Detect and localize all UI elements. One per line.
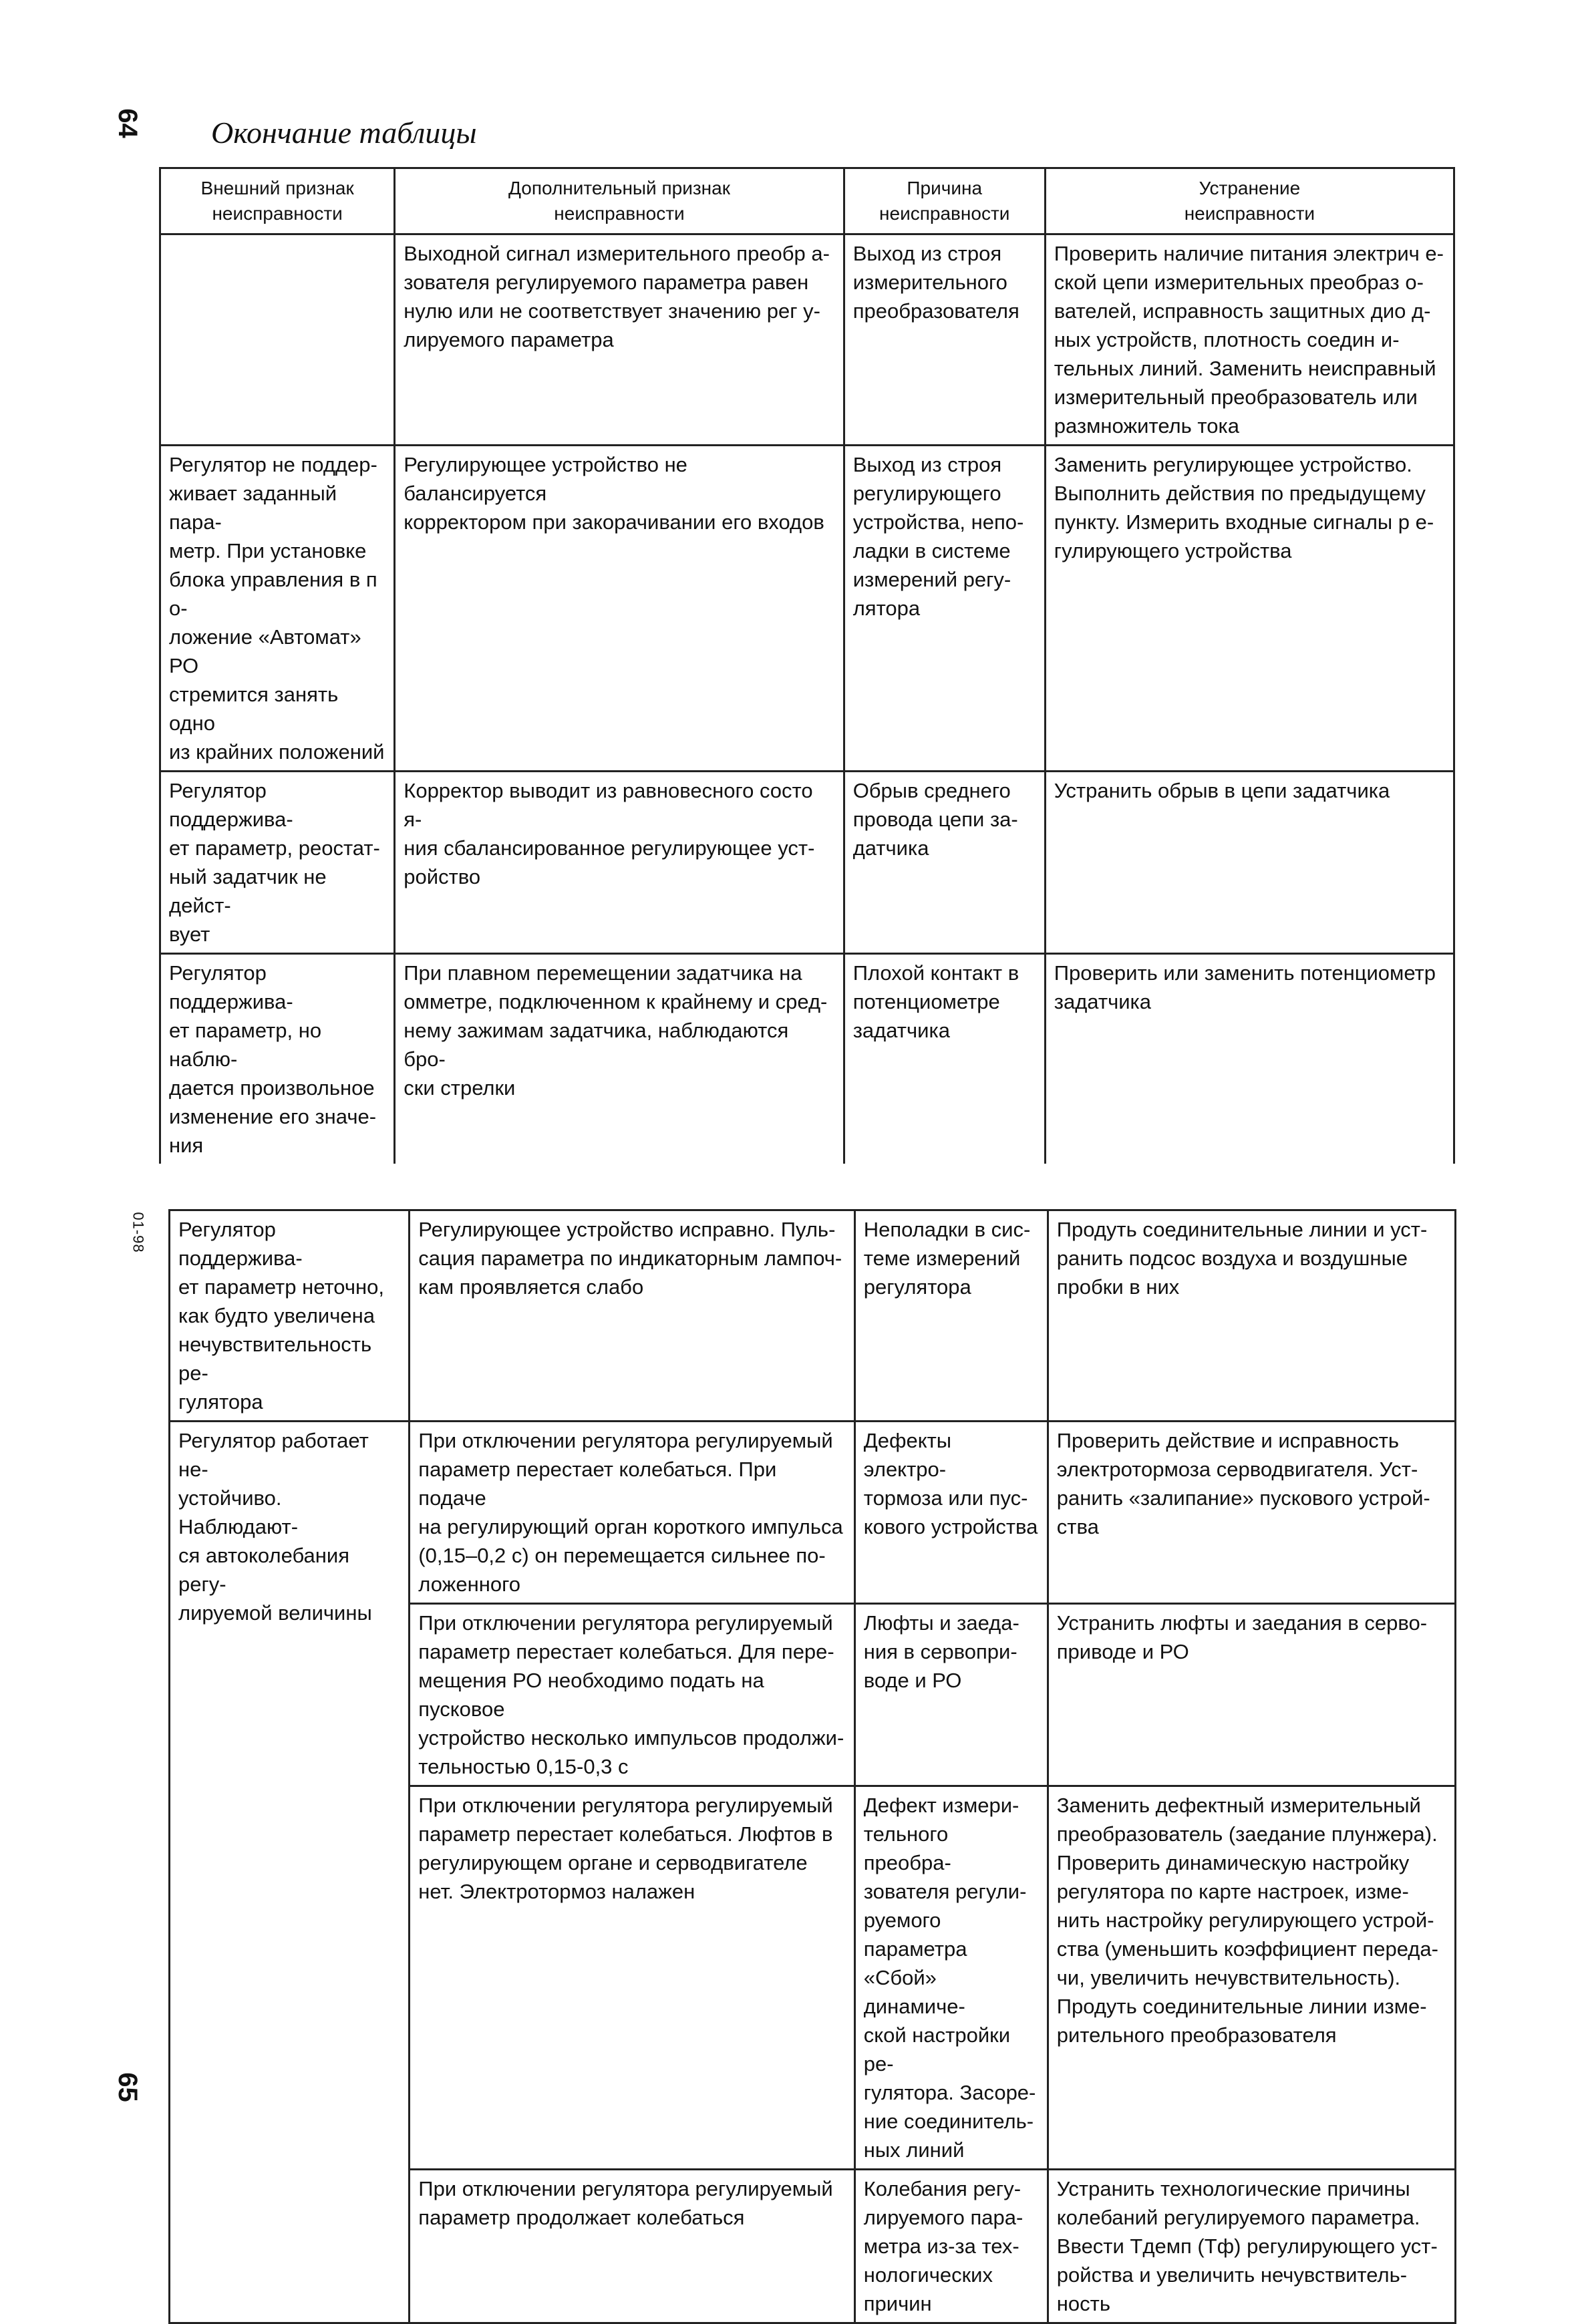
cell-symptom: Регулятор не поддер- живает заданный пара- метр. При установке блока управления в п о- ложение «Автомат» РО стремится занять одно из крайних положений (160, 446, 395, 772)
cell-symptom (160, 234, 395, 446)
table-caption: Окончание таблицы (211, 116, 477, 150)
cell-extra: При отключении регулятора регулируемый параметр перестает колебаться. Для пере- мещения РО необходимо подать на пусковое устройство несколько импульсов продолжи- тельностью 0,15-0,3 с (410, 1604, 854, 1786)
cell-cause: Выход из строя измерительного преобразователя (844, 234, 1045, 446)
page-number-top: 64 (112, 108, 142, 138)
cell-fix: Устранить обрыв в цепи задатчика (1045, 772, 1454, 954)
cell-cause: Обрыв среднего провода цепи за- датчика (844, 772, 1045, 954)
header-row (160, 168, 1454, 234)
cell-fix: Устранить технологические причины колебаний регулируемого параметра. Ввести Tдемп (Tф) регулирующего уст- ройства и увеличить нечувствитель- ность (1048, 2170, 1455, 2323)
cell-extra: Корректор выводит из равновесного состо я- ния сбалансированное регулирующее уст- ройство (395, 772, 844, 954)
header-extra: Дополнительный признак неисправности (395, 168, 844, 234)
table-part-2 (168, 1209, 1456, 2324)
cell-cause: Неполадки в сис- теме измерений регулятора (854, 1210, 1048, 1422)
cell-symptom: Регулятор поддержива- ет параметр неточно, как будто увеличена нечувствительность ре- гулятора (170, 1210, 410, 1422)
table-row (170, 1422, 1456, 1604)
table-row (160, 234, 1454, 446)
cell-extra: При плавном перемещении задатчика на омметре, подключенном к крайнему и сред- нему зажимам задатчика, наблюдаются бро- ски стрелки (395, 954, 844, 1164)
cell-cause: Дефекты электро- тормоза или пус- кового устройства (854, 1422, 1048, 1604)
cell-fix: Проверить действие и исправность электротормоза серводвигателя. Уст- ранить «залипание» пускового устрой- ства (1048, 1422, 1455, 1604)
cell-extra: Выходной сигнал измерительного преобр а- зователя регулируемого параметра равен нулю или не соответствует значению рег у- лируемого параметра (395, 234, 844, 446)
cell-fix: Продуть соединительные линии и уст- ранить подсос воздуха и воздушные пробки в них (1048, 1210, 1455, 1422)
cell-cause: Плохой контакт в потенциометре задатчика (844, 954, 1045, 1164)
cell-symptom: Регулятор поддержива- ет параметр, реостат- ный задатчик не дейст- вует (160, 772, 395, 954)
cell-extra: Регулирующее устройство исправно. Пуль- сация параметра по индикаторным лампоч- кам проявляется слабо (410, 1210, 854, 1422)
cell-extra: При отключении регулятора регулируемый параметр перестает колебаться. Люфтов в регулирующем органе и серводвигателе нет. Электротормоз налажен (410, 1786, 854, 2170)
cell-cause: Колебания регу- лируемого пара- метра из-за тех- нологических причин (854, 2170, 1048, 2323)
table-row (160, 954, 1454, 1164)
cell-fix: Устранить люфты и заедания в серво- приводе и РО (1048, 1604, 1455, 1786)
table-row (160, 772, 1454, 954)
cell-extra: Регулирующее устройство не балансируется корректором при закорачивании его входов (395, 446, 844, 772)
cell-symptom: Регулятор работает не- устойчиво. Наблюдают- ся автоколебания регу- лируемой величины (170, 1422, 410, 2323)
table-part-1 (159, 167, 1455, 1164)
cell-fix: Заменить регулирующее устройство. Выполнить действия по предыдущему пункту. Измерить входные сигналы р е- гулирующего устройства (1045, 446, 1454, 772)
header-cause: Причина неисправности (844, 168, 1045, 234)
table-row (160, 446, 1454, 772)
header-symptom: Внешний признак неисправности (160, 168, 395, 234)
cell-fix: Заменить дефектный измерительный преобразователь (заедание плунжера). Проверить динамическую настройку регулятора по карте настроек, изме- нить настройку регулирующего устрой- ства (уменьшить коэффициент переда- чи, увеличить нечувствительность). Продуть соединительные линии изме- рительного преобразователя (1048, 1786, 1455, 2170)
cell-extra: При отключении регулятора регулируемый параметр продолжает колебаться (410, 2170, 854, 2323)
cell-cause: Дефект измери- тельного преобра- зователя регули- руемого параметра «Сбой» динамиче- ской настройки ре- гулятора. Засоре- ние соединитель- ных линий (854, 1786, 1048, 2170)
cell-cause: Люфты и заеда- ния в сервопри- воде и РО (854, 1604, 1048, 1786)
side-code: 01-98 (130, 1212, 147, 1253)
table-row (170, 1210, 1456, 1422)
cell-extra: При отключении регулятора регулируемый параметр перестает колебаться. При подаче на регулирующий орган короткого импульса (0,15–0,2 с) он перемещается сильнее по- ложенного (410, 1422, 854, 1604)
cell-cause: Выход из строя регулирующего устройства, непо- ладки в системе измерений регу- лятора (844, 446, 1045, 772)
cell-fix: Проверить наличие питания электрич е- ской цепи измерительных преобраз о- вателей, исправность защитных дио д- ных устройств, плотность соедин и- тельных линий. Заменить неисправный измерительный преобразователь или размножитель тока (1045, 234, 1454, 446)
header-fix: Устранение неисправности (1045, 168, 1454, 234)
cell-symptom: Регулятор поддержива- ет параметр, но наблю- дается произвольное изменение его значе- ния (160, 954, 395, 1164)
page-number-bottom: 65 (112, 2072, 142, 2102)
cell-fix: Проверить или заменить потенциометр задатчика (1045, 954, 1454, 1164)
